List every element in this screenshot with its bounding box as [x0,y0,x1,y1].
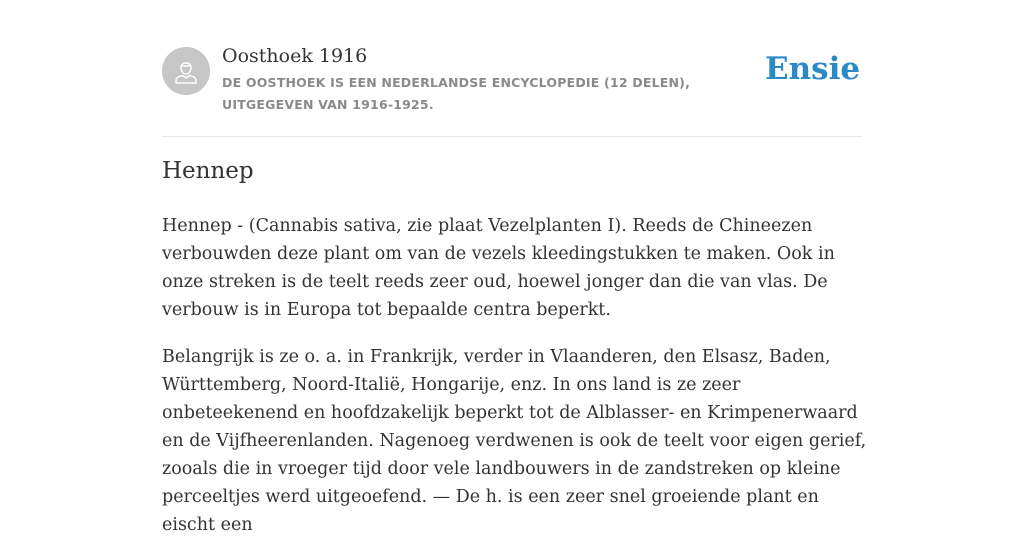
source-title[interactable]: Oosthoek 1916 [222,45,368,67]
entry-paragraph: Belangrijk is ze o. a. in Frankrijk, verder in Vlaanderen, den Elsasz, Baden, Württemberg, Noord-Italië, Hongarije, enz. In ons land is ze zeer onbeteekenend en hoofdzakelijk beperkt tot de Alblasser- en Krimpenerwaard en de Vijfheerenlanden. Nagenoeg verdwenen is ook de teelt voor eigen gerief, zooals die in vroeger tijd door vele landbouwers in de zandstreken op kleine perceeltjes werd uitgeoefend. — De h. is een zeer snel groeiende plant en eischt een [162,347,867,535]
entry-title: Hennep [162,158,254,184]
avatar[interactable] [162,47,210,95]
ensie-logo[interactable]: Ensie [765,51,861,87]
user-placeholder-icon [162,47,210,95]
entry-paragraph: Hennep - (Cannabis sativa, zie plaat Vezelplanten I). Reeds de Chineezen verbouwden deze plant om van de vezels kleedingstukken te maken. Ook in onze streken is de teelt reeds zeer oud, hoewel jonger dan die van vlas. De verbouw is in Europa tot bepaalde centra beperkt. [162,216,835,320]
source-header [162,47,862,137]
entry-content [162,212,872,558]
source-description: DE OOSTHOEK IS EEN NEDERLANDSE ENCYCLOPEDIE (12 DELEN), UITGEGEVEN VAN 1916-1925. [222,75,691,112]
